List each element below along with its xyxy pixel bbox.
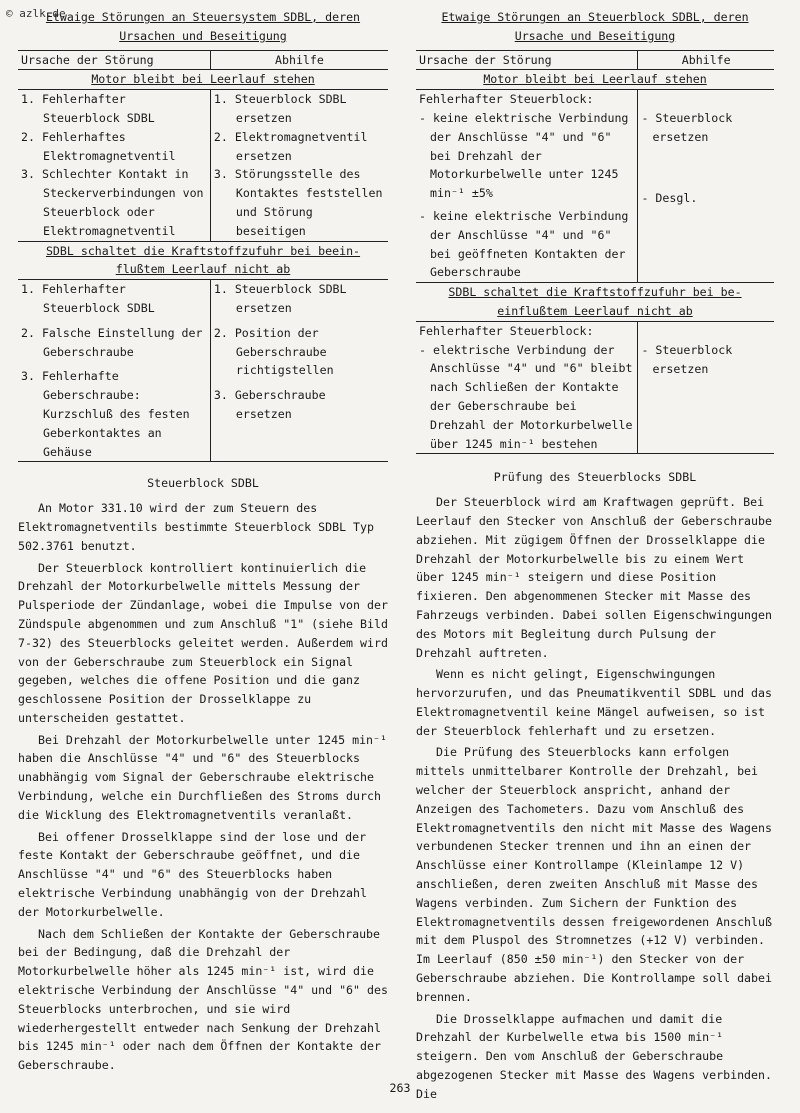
cause-item: 1. Fehlerhafter Steuerblock SDBL: [21, 282, 155, 315]
right-section-heading: Prüfung des Steuerblocks SDBL: [493, 470, 697, 485]
cause-item: 3. Fehlerhafte Geberschraube: Kurzschluß des festen Geberkontaktes an Gehäuse: [21, 369, 190, 459]
left-section-2-title-line2: flußtem Leerlauf nicht ab: [115, 262, 291, 277]
cause-item: - elektrische Verbindung der Anschlüsse "4" und "6" bleibt nach Schließen der Kontakte der Geberschraube bei Drehzahl der Motorkurbelwelle über 1245 min⁻¹ bestehen: [419, 342, 633, 451]
fix-item: - Steuerblock ersetzen: [641, 111, 733, 144]
right-table-title: Etwaige Störungen an Steuerblock SDBL, deren: [441, 10, 749, 24]
right-section-2-title: [416, 283, 774, 322]
right-section-2-fixes: [638, 321, 774, 454]
fix-item: 2. Elektromagnetventil ersetzen: [213, 129, 368, 163]
right-paragraph: Die Prüfung des Steuerblocks kann erfolgen mittels unmittelbarer Kontrolle der Drehzahl, bei welcher der Steuerblock anspricht, anhand der Anzeigen des Tachometers. Dazu vom Anschluß des Elektromagnetventils den nicht mit Masse des Wagens verbundenen Stecker trennen und ihn an einen der Anschlüsse einer Kontrollampe (Kleinlampe 12 V) anschließen, deren zweiten Anschluß mit Masse des Wagens verbinden. Zum Sichern der Funktion des Elektromagnetventils dessen freigewordenen Anschluß mit dem Pluspol des Stromnetzes (+12 V) verbinden. Im Leerlauf (850 ±50 min⁻¹) den Stecker von der Geberschraube abziehen. Die Kontrollampe soll dabei brennen.: [416, 745, 772, 1004]
left-paragraph: Bei Drehzahl der Motorkurbelwelle unter 1245 min⁻¹ haben die Anschlüsse "4" und "6" des Steuerblocks unabhängig vom Signal der Geberschraube elektrische Verbindung, welche ein Durchfließen des Stroms durch die Wicklung des Elektromagnetventils veranlaßt.: [18, 732, 388, 822]
right-paragraph: Die Drosselklappe aufmachen und damit die Drehzahl der Kurbelwelle etwa bis 1500 min⁻¹ steigern. Den vom Anschluß der Geberschraube abgezogenen Stecker mit Masse des Wagens verbinden. Die: [416, 1011, 772, 1101]
right-section-1-fixes: [638, 90, 774, 283]
left-section-2-fixes: [210, 280, 388, 462]
left-paragraph: Nach dem Schließen der Kontakte der Geberschraube bei der Bedingung, daß die Drehzahl der Motorkurbelwelle höher als 1245 min⁻¹ ist, wird die elektrische Verbindung der Anschlüsse "4" und "6" des Steuerblocks unterbrochen, und sie wird wiederhergestellt entweder nach Senkung der Drehzahl bis 1245 min⁻¹ oder nach dem Öffnen der Kontakte der Geberschraube.: [18, 926, 388, 1073]
cause-item: 1. Fehlerhafter Steuerblock SDBL: [21, 92, 155, 125]
left-col-remedy-header: Abhilfe: [210, 50, 388, 70]
right-fault-table: [416, 50, 774, 455]
cause-item: 2. Falsche Einstellung der Geberschraube: [21, 325, 203, 359]
left-section-heading: Steuerblock SDBL: [147, 476, 259, 491]
right-section-2-title-line1: SDBL schaltet die Kraftstoffzufuhr bei be-: [448, 285, 742, 300]
left-fault-table: [18, 50, 388, 463]
right-section-1-cause-head: Fehlerhafter Steuerblock:: [419, 92, 594, 107]
cause-item: 2. Fehlerhaftes Elektromagnetventil: [21, 129, 176, 163]
right-section-2-title-line2: einflußtem Leerlauf nicht ab: [497, 303, 693, 318]
right-paragraph: Der Steuerblock wird am Kraftwagen geprüft. Bei Leerlauf den Stecker von Anschluß der Geberschraube abziehen. Mit zügigem Öffnen der Drosselklappe die Drehzahl der Motorkurbelwelle bis zu einem Wert über 1245 min⁻¹ steigern und diese Position fixieren. Den abgenommenen Stecker mit Masse des Fahrzeugs verbinden. Dabei sollen Eigenschwingungen des Motors mit Begleitung durch Pulsung der Drehzahl auftreten.: [416, 495, 772, 660]
fix-item: - Steuerblock ersetzen: [641, 342, 733, 376]
right-column: [416, 8, 774, 1107]
right-section-2-cause-head: Fehlerhafter Steuerblock:: [419, 323, 594, 338]
fix-item: 1. Steuerblock SDBL ersetzen: [213, 282, 347, 315]
left-column: [18, 8, 388, 1078]
fix-item: 2. Position der Geberschraube richtigstellen: [213, 325, 334, 378]
right-col-remedy-header: Abhilfe: [638, 50, 774, 70]
left-section-1-causes: [18, 90, 210, 241]
right-section-2-causes: [416, 321, 638, 454]
cause-item: - keine elektrische Verbindung der Anschlüsse "4" und "6" bei geöffneten Kontakten der Geberschraube: [419, 208, 629, 280]
fix-item: 3. Geberschraube ersetzen: [213, 388, 326, 421]
left-table-title: Etwaige Störungen an Steuersystem SDBL, deren: [45, 10, 361, 24]
page-number: 263: [389, 1081, 411, 1095]
fix-item: 1. Steuerblock SDBL ersetzen: [213, 92, 347, 125]
right-section-1-causes: [416, 90, 638, 283]
right-col-cause-header: Ursache der Störung: [416, 50, 638, 70]
cause-item: - keine elektrische Verbindung der Anschlüsse "4" und "6" bei Drehzahl der Motorkurbelwelle unter 1245 min⁻¹ ±5%: [419, 110, 629, 201]
left-paragraph: Bei offener Drosselklappe sind der lose und der feste Kontakt der Geberschraube geöffnet, und die Anschlüsse "4" und "6" des Steuerblocks haben elektrische Verbindung unabhängig von der Drehzahl der Motorkurbelwelle.: [18, 829, 368, 919]
left-col-cause-header: Ursache der Störung: [18, 50, 210, 70]
right-table-subtitle: Ursache und Beseitigung: [514, 28, 676, 43]
left-section-1-fixes: [210, 90, 388, 241]
left-section-2-title: [18, 241, 388, 280]
right-paragraph: Wenn es nicht gelingt, Eigenschwingungen hervorzurufen, und das Pneumatikventil SDBL und das Elektromagnetventil keine Mängel aufweisen, so ist der Steuerblock fehlerhaft und zu ersetzen.: [416, 667, 772, 738]
right-section-1-title: Motor bleibt bei Leerlauf stehen: [416, 70, 774, 90]
left-paragraph: Der Steuerblock kontrolliert kontinuierlich die Drehzahl der Motorkurbelwelle mittels Messung der Pulsperiode der Zündanlage, wobei die Impulse von der Zündspule abgenommen und zum Anschluß "1" (siehe Bild 7-32) des Steuerblocks geleitet werden. Außerdem wird von der Geberschraube zum Steuerblock ein Signal gegeben, welches die offene Position und die ganz geschlossene Position der Drosselklappe zu unterscheiden gestattet.: [18, 560, 388, 725]
left-section-2-causes: [18, 280, 210, 462]
watermark: © azlk.de: [6, 7, 66, 20]
left-paragraph: An Motor 331.10 wird der zum Steuern des Elektromagnetventils bestimmte Steuerblock SDBL Typ 502.3761 benutzt.: [18, 501, 374, 553]
fix-item: - Desgl.: [641, 191, 698, 206]
cause-item: 3. Schlechter Kontakt in Steckerverbindungen von Steuerblock oder Elektromagnetventil: [21, 167, 204, 238]
left-section-2-title-line1: SDBL schaltet die Kraftstoffzufuhr bei beein-: [45, 243, 361, 258]
left-table-subtitle: Ursachen und Beseitigung: [119, 28, 287, 43]
fix-item: 3. Störungsstelle des Kontaktes feststellen und Störung beseitigen: [213, 167, 383, 238]
left-section-1-title: Motor bleibt bei Leerlauf stehen: [18, 70, 388, 90]
